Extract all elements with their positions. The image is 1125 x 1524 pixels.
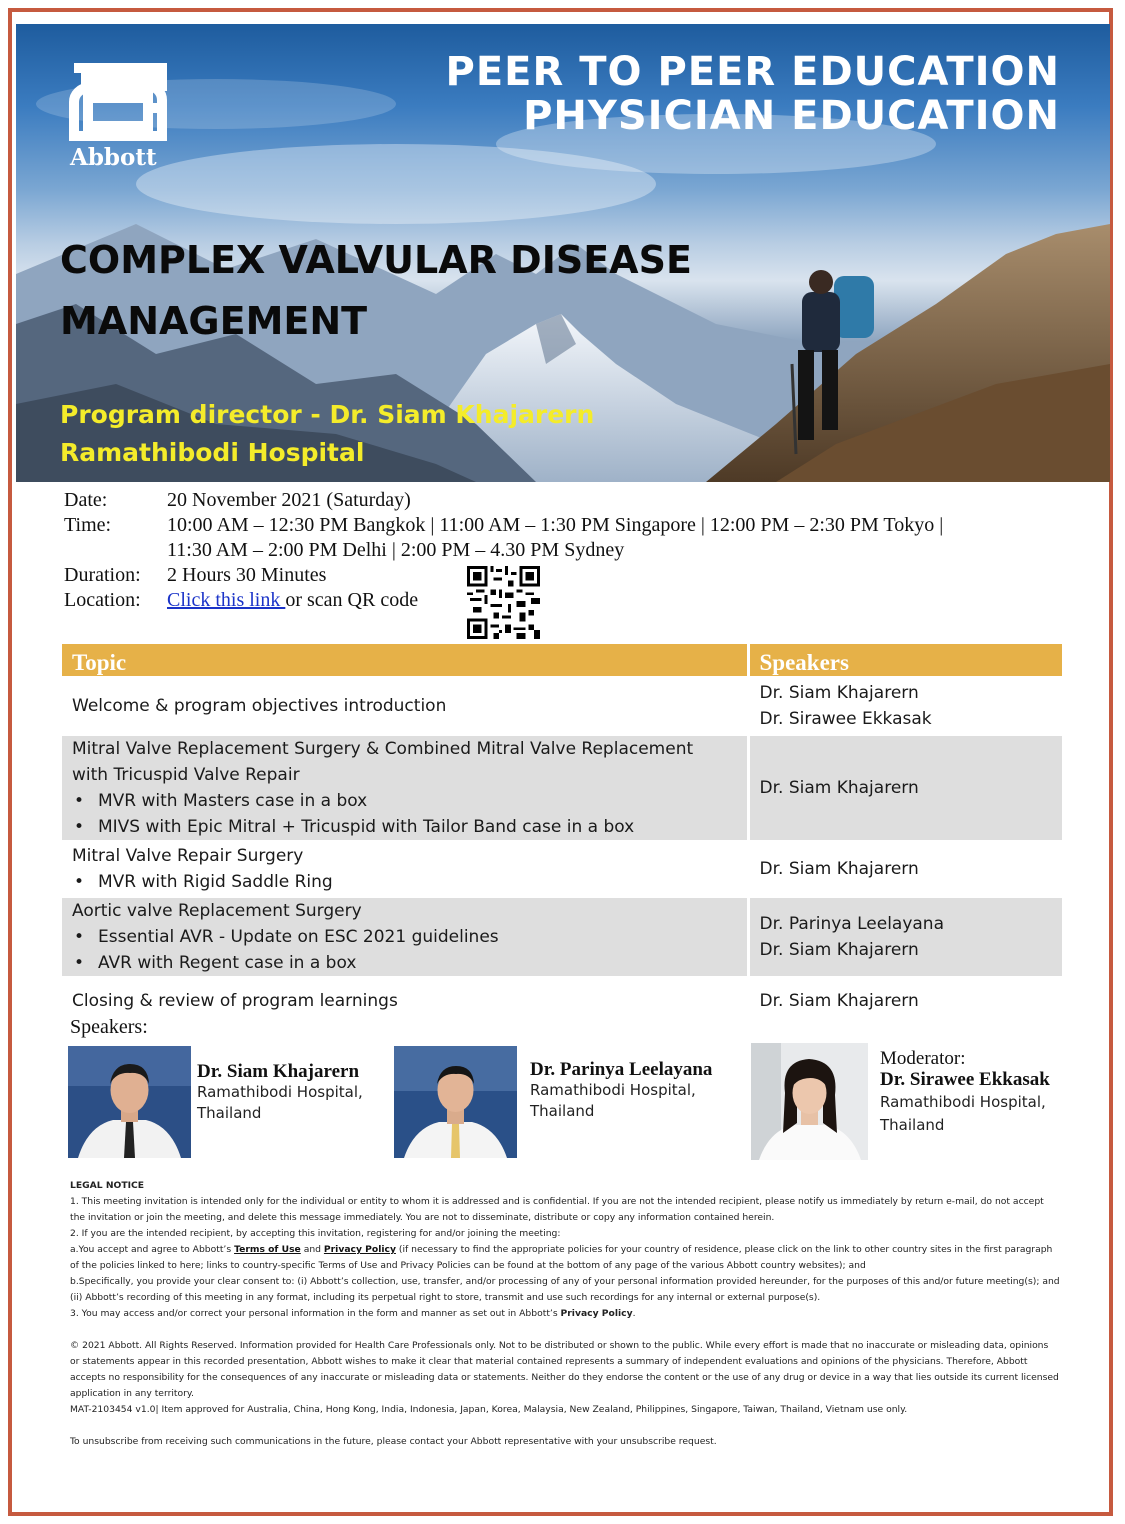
speaker-affiliation-parinya — [530, 1080, 696, 1122]
material-code: MAT-2103454 v1.0| Item approved for Australia, China, Hong Kong, India, Indonesia, Japan, Korea, Malaysia, New Zealand, Philippines, Singapore, Taiwan, Thailand, Vietnam use only. — [70, 1404, 908, 1415]
copyright-notice: © 2021 Abbott. All Rights Reserved. Information provided for Health Care Professionals only. Not to be distributed or shown to the public. While every effort is made that no inaccurate or misleading data, opinions or statements appear in this recorded presentation, Abbott wishes to make it clear that material contained represents a summary of independent evaluations and opinions of the physicians. Therefore, Abbott accepts no responsibility for the consequences of any inaccurate or misleading data or statements. Neither do they endorse the content or the use of any drug or device in a way that lies outside its current licensed application in any territory. — [70, 1340, 1059, 1399]
agenda-row — [62, 897, 1062, 977]
time-row — [64, 513, 1067, 563]
legal-title: LEGAL NOTICE — [70, 1180, 145, 1191]
topic-title-line-2: with Tricuspid Valve Repair — [72, 765, 300, 785]
affiliation-hospital: Ramathibodi Hospital, — [530, 1081, 696, 1099]
topic-bullets — [72, 869, 737, 895]
speakers-heading: Speakers: — [70, 1016, 148, 1038]
time-label: Time: — [64, 514, 112, 536]
speaker-affiliation-siam — [197, 1082, 363, 1124]
time-line-1: 10:00 AM – 12:30 PM Bangkok | 11:00 AM – 1:30 PM Singapore | 12:00 PM – 2:30 PM Tokyo | — [167, 514, 944, 536]
speaker-name-parinya: Dr. Parinya Leelayana — [530, 1059, 713, 1080]
program-heading — [446, 50, 1060, 138]
agenda-topic — [62, 736, 748, 842]
agenda-topic — [62, 897, 748, 977]
affiliation-hospital: Ramathibodi Hospital, — [880, 1093, 1046, 1111]
speaker-name: Dr. Siam Khajarern — [759, 991, 919, 1011]
location-value — [167, 588, 1067, 613]
qr-code-icon[interactable] — [467, 566, 540, 639]
date-value: 20 November 2021 (Saturday) — [167, 489, 411, 511]
affiliation-country: Thailand — [880, 1116, 945, 1134]
agenda-row — [62, 842, 1062, 897]
agenda-table — [62, 644, 1062, 1026]
legal-paragraph-2: 2. If you are the intended recipient, by accepting this invitation, registering for and/or joining the meeting: — [70, 1228, 561, 1239]
agenda-speakers — [748, 897, 1062, 977]
agenda-speakers — [748, 976, 1062, 1026]
topic-bullet: • MVR with Masters case in a box — [72, 788, 737, 814]
legal-paragraph-3: a.You accept and agree to Abbott’s Terms of Use and Privacy Policy (if necessary to find the appropriate policies for your country of residence, please click on the link to other country sites in the first paragraph of the policies linked to here; links to country-specific Terms of Use and Privacy Policies can be found at the bottom of any page of the various Abbott country websites); and — [70, 1244, 1053, 1271]
affiliation-country: Thailand — [530, 1102, 595, 1120]
moderator-name-sirawee: Dr. Sirawee Ekkasak — [880, 1069, 1050, 1090]
topic-title: Mitral Valve Repair Surgery — [72, 846, 304, 866]
moderator-affiliation-sirawee — [880, 1091, 1046, 1137]
topic-title: Aortic valve Replacement Surgery — [72, 901, 362, 921]
qr-instruction: or scan QR code — [285, 589, 419, 611]
topic-bullets — [72, 788, 737, 840]
brand-wordmark: Abbott — [70, 144, 157, 171]
speaker-name: Dr. Parinya Leelayana — [759, 914, 945, 934]
agenda-speakers — [748, 676, 1062, 736]
event-details — [64, 488, 1067, 613]
location-row — [64, 588, 1067, 613]
duration-row — [64, 563, 1067, 588]
topic-bullet: • Essential AVR - Update on ESC 2021 guidelines — [72, 924, 737, 950]
location-label: Location: — [64, 589, 141, 611]
affiliation-hospital: Ramathibodi Hospital, — [197, 1083, 363, 1101]
meeting-link[interactable]: Click this link — [167, 589, 286, 611]
title-line-1: COMPLEX VALVULAR DISEASE — [60, 238, 692, 282]
speaker-name: Dr. Siam Khajarern — [759, 778, 919, 798]
privacy-policy-reference: Privacy Policy — [560, 1308, 633, 1319]
heading-line-1: PEER TO PEER EDUCATION — [445, 49, 1060, 95]
topic-column-header: Topic — [62, 644, 748, 676]
agenda-speakers — [748, 842, 1062, 897]
program-director — [60, 396, 594, 472]
title-line-2: MANAGEMENT — [60, 299, 368, 343]
moderator-photo-sirawee — [751, 1043, 868, 1160]
moderator-label: Moderator: — [880, 1048, 966, 1069]
speaker-name: Dr. Siam Khajarern — [759, 859, 919, 879]
abbott-logo — [68, 62, 168, 142]
topic-title-line-1: Mitral Valve Replacement Surgery & Combined Mitral Valve Replacement — [72, 739, 694, 759]
speaker-name: Dr. Siam Khajarern — [759, 683, 919, 703]
speaker-name: Dr. Sirawee Ekkasak — [759, 709, 932, 729]
agenda-topic: Welcome & program objectives introduction — [72, 696, 447, 716]
director-hospital: Ramathibodi Hospital — [60, 438, 365, 467]
duration-label: Duration: — [64, 564, 141, 586]
heading-line-2: PHYSICIAN EDUCATION — [523, 93, 1060, 139]
time-value — [167, 513, 1067, 563]
topic-bullet: • MIVS with Epic Mitral + Tricuspid with Tailor Band case in a box — [72, 814, 737, 840]
legal-paragraph-5: 3. You may access and/or correct your personal information in the form and manner as set out in Abbott’s Privacy Policy. — [70, 1308, 636, 1319]
duration-value: 2 Hours 30 Minutes — [167, 564, 327, 586]
agenda-speakers — [748, 736, 1062, 842]
time-line-2: 11:30 AM – 2:00 PM Delhi | 2:00 PM – 4.30 PM Sydney — [167, 539, 625, 561]
date-label: Date: — [64, 489, 108, 511]
speakers-column-header: Speakers — [748, 644, 1062, 676]
hero-banner — [16, 24, 1110, 482]
event-title — [60, 230, 692, 352]
agenda-row — [62, 976, 1062, 1026]
date-row — [64, 488, 1067, 513]
legal-paragraph-1: 1. This meeting invitation is intended only for the individual or entity to whom it is addressed and is confidential. If you are not the intended recipient, please notify us immediately by return e-mail, do not accept the invitation or join the meeting, and delete this message immediately. You are not to disseminate, distribute or copy any information contained herein. — [70, 1196, 1044, 1223]
speaker-photo-parinya — [394, 1046, 517, 1158]
agenda-topic: Closing & review of program learnings — [72, 991, 398, 1011]
agenda-header-row — [62, 644, 1062, 676]
agenda-row — [62, 676, 1062, 736]
topic-bullet: • AVR with Regent case in a box — [72, 950, 737, 976]
agenda-topic — [62, 842, 748, 897]
affiliation-country: Thailand — [197, 1104, 262, 1122]
privacy-policy-link[interactable]: Privacy Policy — [323, 1244, 396, 1255]
topic-bullets — [72, 924, 737, 976]
unsubscribe-notice: To unsubscribe from receiving such communications in the future, please contact your Abbott representative with your unsubscribe request. — [70, 1436, 717, 1447]
agenda-row — [62, 736, 1062, 842]
terms-of-use-link[interactable]: Terms of Use — [234, 1244, 301, 1255]
director-name: Program director - Dr. Siam Khajarern — [60, 400, 595, 429]
speaker-photo-siam — [68, 1046, 191, 1158]
topic-bullet: • MVR with Rigid Saddle Ring — [72, 869, 737, 895]
speaker-name: Dr. Siam Khajarern — [759, 940, 919, 960]
legal-paragraph-4: b.Specifically, you provide your clear consent to: (i) Abbott’s collection, use, transfer, and/or processing of any of your personal information provided hereunder, for the purposes of this and/or future meeting(s); and (ii) Abbott’s recording of this meeting in any format, including its perpetual right to store, transmit and use such recordings for any internal or external purpose(s). — [70, 1276, 1060, 1303]
legal-notice — [70, 1178, 1060, 1450]
speaker-name-siam: Dr. Siam Khajarern — [197, 1061, 360, 1082]
